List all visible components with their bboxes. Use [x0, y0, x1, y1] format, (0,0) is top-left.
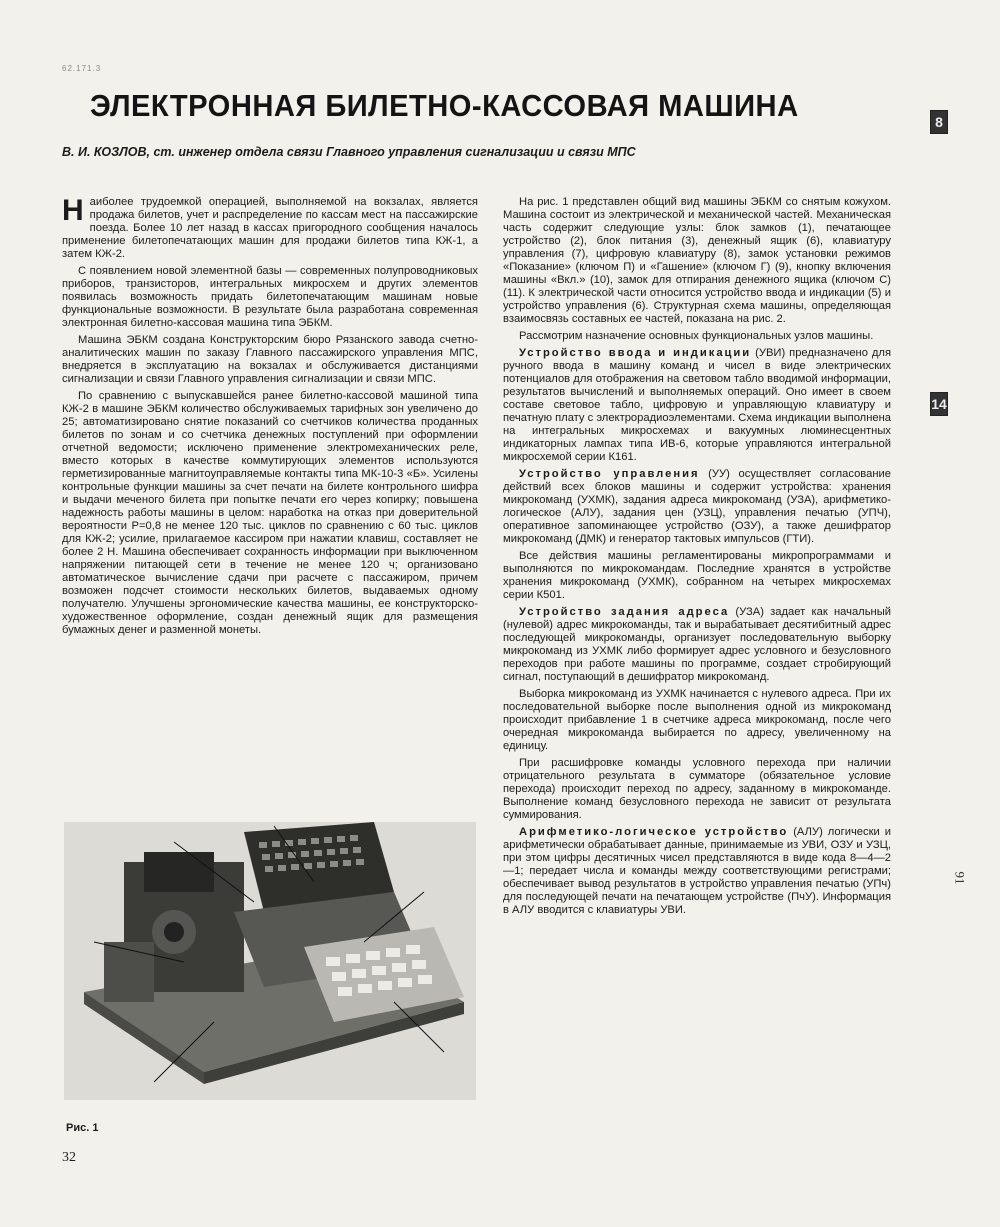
paragraph: Рассмотрим назначение основных функциональных узлов машины.	[519, 330, 874, 342]
side-tab-marker: 14	[930, 392, 948, 416]
paragraph-text: (УУ) осуществляет согласование действий всех блоков машины и содержит устройства: хранения микрокоманд (УХМК), задания адреса микрокоманд (УЗА), арифметико-логическое (АЛУ), задания цен (УЗЦ), управления печатью (УПЧ), оперативное запоминающее устройство (ОЗУ), а также дешифратор микрокоманд (ДМК) и генератор тактовых импульсов (ГТИ).	[503, 468, 891, 545]
page-number: 32	[62, 1150, 76, 1165]
paragraph	[503, 468, 891, 546]
section-heading: Устройство задания адреса	[519, 606, 730, 618]
paragraph-text: аиболее трудоемкой операцией, выполняемой на вокзалах, является продажа билетов, учет и распределение по кассам мест на пассажирские поезда. Более 10 лет назад в кассах пригородного сообщения началось применение билетопечатающих машин для продажи билетов типа КЖ-1, а затем КЖ-2.	[62, 196, 478, 260]
paragraph-text: (УВИ) предназначено для ручного ввода в машину команд и чисел в виде электрических потенциалов для отображения на световом табло вводимой информации, результатов вычислений и выполняемых операций. Оно имеет в своем составе световое табло, цифровую и управляющую клавиатуру и печатную плату с электрорадиоэлементами. Схема индикации выполнена на интегральных микросхемах и вакуумных люминесцентных индикаторных лампах типа ИВ-6, которые управляются интегральной микросхемой серии К161.	[503, 347, 892, 463]
machine-photo	[64, 822, 476, 1100]
side-page-number: 91	[952, 871, 968, 885]
paragraph: С появлением новой элементной базы — современных полупроводниковых приборов, транзисторов, интегральных микросхем и других элементов появилась возможность придать билетопечатающим машинам новые функциональные возможности. В результате была разработана современная электронная билетно-кассовая машина типа ЭБКМ.	[62, 265, 478, 329]
paragraph-text: (АЛУ) логически и арифметически обрабатывает данные, принимаемые из УВИ, ОЗУ и УЗЦ, при этом цифры десятичных чисел представляются в виде кода 8—4—2—1; передает числа и команды между соответствующими регистрами; обеспечивает вывод результатов в устройство управления печатью (УПч) для последующей печати на печатающем устройстве (ПчУ). Информация в АЛУ вводится с клавиатуры УВИ.	[503, 826, 891, 916]
paragraph: На рис. 1 представлен общий вид машины ЭБКМ со снятым кожухом. Машина состоит из электрической и механической частей. Механическая часть содержит следующие узлы: блок замков (1), печатающее устройство (2), блок питания (3), денежный ящик (6), клавиатуру управления (7), цифровую клавиатуру (8), замок установки режимов «Показание» (ключом П) и «Гашение» (ключом Г) (9), кнопку включения машины «Вкл.» (10), замок для отпирания денежного ящика (ключом С) (11). К электрической части относится устройство ввода и индикации (5) и устройство управления (6). Структурная схема машины, определяющая взаимосвязь составных ее частей, показана на рис. 2.	[503, 196, 891, 325]
right-column	[503, 196, 891, 921]
paragraph	[503, 826, 891, 917]
paragraph: Выборка микрокоманд из УХМК начинается с нулевого адреса. При их последовательной выборке после выполнения одной из микрокоманд происходит прибавление 1 в счетчике адреса микрокоманд, после чего очередная микрокоманда выбирается по адресу, увеличенному на единицу.	[503, 688, 891, 752]
paragraph	[503, 606, 891, 684]
machine-photo-illustration	[64, 822, 476, 1100]
figure-caption: Рис. 1	[66, 1122, 99, 1134]
section-heading: Устройство управления	[519, 468, 700, 480]
article-title: ЭЛЕКТРОННАЯ БИЛЕТНО-КАССОВАЯ МАШИНА	[90, 88, 799, 123]
header-code: 62.171.3	[62, 64, 102, 73]
section-heading: Арифметико-логическое устройство	[519, 826, 789, 838]
paragraph: Машина ЭБКМ создана Конструкторским бюро Рязанского завода счетно-аналитических машин по заказу Главного пассажирского управления МПС, внедряется в эксплуатацию на вокзалах и обслуживается дистанциями сигнализации и связи Главного управления сигнализации и связи МПС.	[62, 334, 478, 385]
paragraph: По сравнению с выпускавшейся ранее билетно-кассовой машиной типа КЖ-2 в машине ЭБКМ количество обслуживаемых тарифных зон увеличено до 25; автоматизировано снятие показаний со счетчиков количества проданных билетов по зонам и со счетчика денежных поступлений при оформлении отчетной ведомости; исключено применение электромеханических реле, вместо которых в качестве коммутирующих элементов используются герметизированные магнитоуправляемые контакты типа МК-10-3 «Б». Усилены контрольные функции машины за счет печати на билете контрольного шифра и выдачи меченого билета при попытке печати его через копирку; повышена надежность работы машины в целом: наработка на отказ при доверительной вероятности P=0,8 не менее 120 тыс. циклов по сравнению с 60 тыс. циклов для КЖ-2; усилие, прилагаемое кассиром при нажатии клавиш, составляет не более 2 Н. Машина обеспечивает сохранность информации при выключенном напряжении питающей сети в течение не менее 120 ч; организовано автоматическое вычисление сдачи при расчете с пассажиром, причем возможен подсчет стоимости нескольких билетов, выдаваемых одному получателю. Улучшены эргономические качества машины, ее конструкторско-художественное оформление, создан денежный ящик для размещения бумажных денег и разменной монеты.	[62, 390, 478, 636]
paragraph: Все действия машины регламентированы микропрограммами и выполняются по микрокомандам. Последние хранятся в устройстве хранения микрокоманд (УХМК), собранном на четырех микросхемах серии К501.	[503, 550, 891, 601]
side-tab-marker: 8	[930, 110, 948, 134]
dropcap: Н	[62, 194, 84, 227]
paragraph	[62, 196, 478, 261]
section-heading: Устройство ввода и индикации	[519, 347, 752, 359]
paragraph-text: (УЗА) задает как начальный (нулевой) адрес микрокоманды, так и вырабатывает десятибитный адрес последующей микрокоманды, организует последовательную выборку микрокоманд из УХМК либо формирует адрес условного и безусловного переходов при работе машины по программе, создает стробирующий сигнал, поступающий в дешифратор микрокоманд.	[503, 606, 891, 683]
author-byline: В. И. КОЗЛОВ, ст. инженер отдела связи Главного управления сигнализации и связи МПС	[62, 145, 636, 159]
left-column	[62, 196, 478, 641]
paragraph	[503, 347, 891, 464]
paragraph: При расшифровке команды условного перехода при наличии отрицательного результата в сумматоре (обязательное условие перехода) происходит переход по адресу, заданному в микрокоманде. Выполнение команд безусловного перехода не зависит от результата суммирования.	[503, 757, 891, 821]
